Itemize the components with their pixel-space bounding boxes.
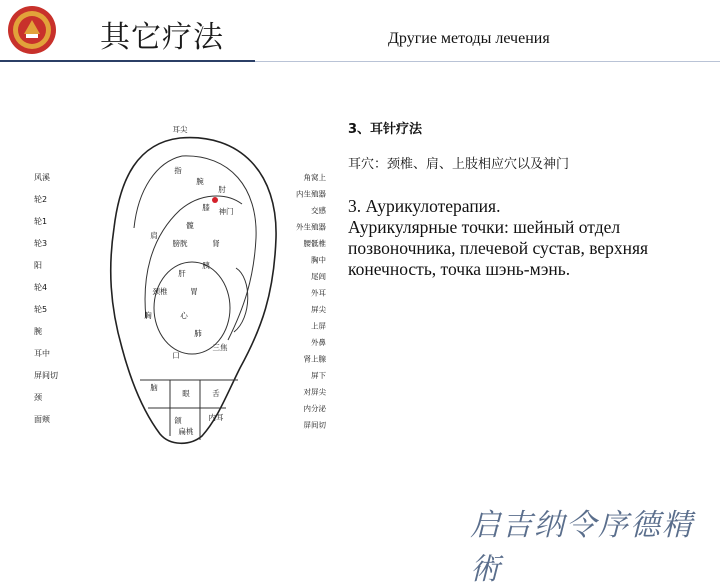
ear-point-label: 内耳 — [208, 413, 224, 422]
ear-point-label: 脑 — [150, 383, 158, 392]
ear-point-label: 腕 — [196, 177, 204, 186]
ear-point-label: 屏间切 — [34, 371, 58, 380]
acupoints-russian-line: конечность, точка шэнь-мэнь. — [348, 259, 571, 279]
ear-point-label: 膀胱 — [172, 239, 188, 248]
school-emblem-icon — [6, 4, 58, 56]
ear-point-label: 心 — [180, 311, 188, 320]
ear-point-label: 轮4 — [34, 283, 48, 292]
ear-point-label: 胃 — [190, 287, 198, 296]
auricular-points-ear-map — [30, 118, 330, 448]
ear-point-label: 胸 — [144, 311, 152, 320]
ear-point-label: 内分泌 — [303, 404, 326, 413]
ear-point-label: 颈椎 — [152, 287, 168, 296]
ear-point-label: 肾 — [212, 239, 220, 248]
ear-point-label: 耳尖 — [172, 125, 188, 134]
content-panel — [348, 118, 708, 280]
ear-point-label: 内生殖器 — [296, 189, 326, 199]
ear-point-label: 尾闾 — [311, 272, 326, 281]
ear-point-label: 阳 — [34, 261, 42, 270]
ear-point-label: 轮2 — [34, 195, 48, 204]
ear-point-label: 上屏 — [311, 321, 326, 331]
acupoints-russian — [348, 217, 708, 280]
header-divider-dark — [0, 60, 255, 62]
ear-point-label: 腕 — [34, 327, 42, 336]
ear-point-label: 颈 — [34, 393, 42, 402]
ear-point-label: 肩 — [150, 231, 158, 240]
ear-point-label: 外耳 — [311, 288, 326, 298]
ear-point-label: 轮1 — [34, 217, 48, 226]
ear-point-label: 胰 — [202, 261, 210, 270]
ear-point-label: 腰骶椎 — [303, 239, 326, 248]
ear-point-label: 眼 — [182, 389, 190, 398]
slide-title-russian: Другие методы лечения — [388, 30, 550, 47]
ear-point-label: 髋 — [186, 221, 194, 230]
acupoints-russian-line: позвоночника, плечевой сустав, верхняя — [348, 238, 649, 258]
ear-point-label: 膝 — [202, 203, 210, 212]
ear-point-label: 三焦 — [212, 343, 228, 352]
ear-point-label: 肝 — [178, 269, 186, 278]
acupoints-russian-line: Аурикулярные точки: шейный отдел — [348, 217, 621, 237]
ear-point-label: 胸中 — [311, 255, 326, 265]
acupoints-chinese: 耳穴：颈椎、肩、上肢相应穴以及神门 — [348, 157, 570, 172]
ear-point-label: 神门 — [218, 207, 234, 216]
ear-point-label: 指 — [174, 166, 182, 175]
ear-point-label: 舌 — [212, 389, 220, 398]
ear-point-label: 颌 — [174, 416, 182, 425]
ear-point-label: 屏间切 — [303, 420, 326, 430]
ear-point-label: 耳中 — [34, 349, 50, 358]
header-divider-light — [255, 61, 720, 62]
section-heading-russian: 3. Аурикулотерапия. — [348, 196, 501, 216]
ear-point-label: 对屏尖 — [303, 387, 326, 397]
ear-point-label: 肾上腺 — [303, 354, 326, 364]
section-heading-chinese: 3、耳针疗法 — [348, 122, 423, 137]
ear-point-label: 交感 — [311, 206, 326, 215]
ear-point-label: 风溪 — [34, 173, 50, 182]
ear-point-label: 肘 — [218, 185, 226, 194]
ear-point-label: 口 — [172, 351, 180, 360]
ear-point-label: 屏下 — [311, 371, 326, 380]
slide-header — [0, 0, 720, 62]
ear-point-label: 角窝上 — [303, 173, 326, 182]
slide-title-chinese: 其它疗法 — [100, 20, 224, 55]
ear-point-label: 屏尖 — [311, 305, 326, 314]
ear-point-label: 轮5 — [34, 305, 48, 314]
ear-point-label: 外生殖器 — [296, 222, 326, 232]
ear-point-label: 扁桃 — [178, 427, 194, 436]
ear-point-label: 外鼻 — [311, 338, 326, 347]
footer-calligraphy: 启吉纳令序德精術 — [470, 508, 694, 587]
ear-point-label: 面颊 — [34, 415, 50, 424]
ear-point-label: 轮3 — [34, 239, 48, 248]
ear-point-label: 肺 — [194, 329, 202, 338]
